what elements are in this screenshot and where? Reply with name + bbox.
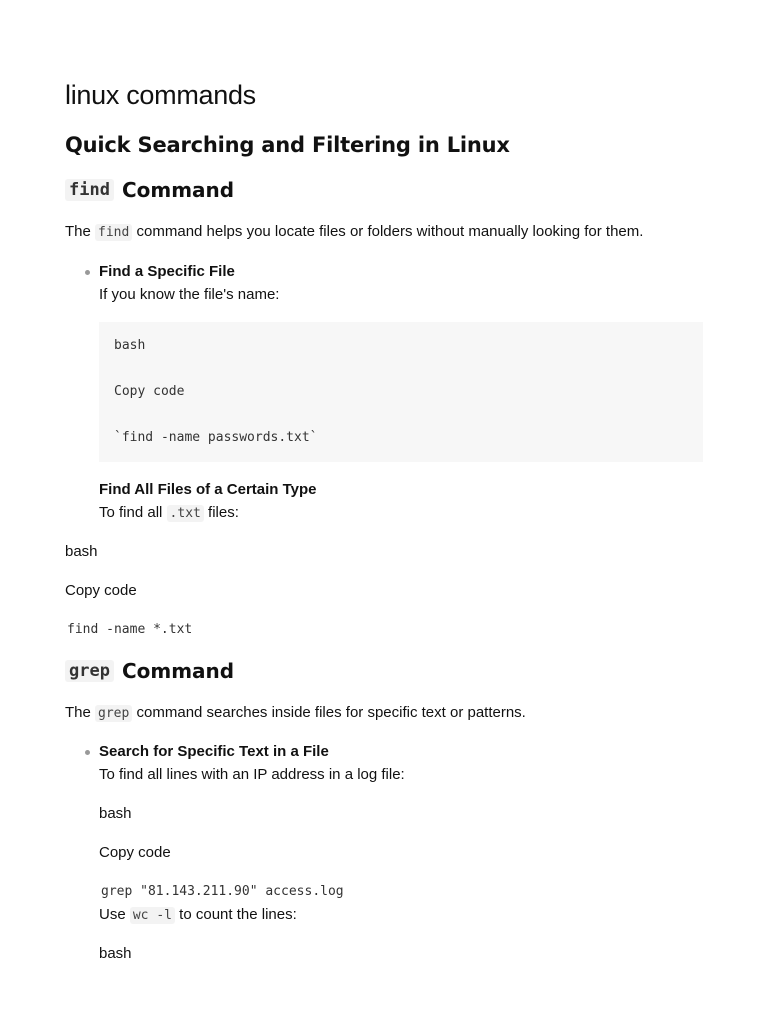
item-title: Find All Files of a Certain Type [99, 481, 317, 498]
section-title: Quick Searching and Filtering in Linux [65, 133, 510, 157]
grep-intro [65, 703, 526, 724]
page-title: linux commands [65, 80, 256, 110]
item-title: Search for Specific Text in a File [99, 743, 329, 760]
copy-code-label[interactable]: Copy code [99, 844, 171, 861]
heading-text: Command [121, 659, 235, 683]
item-title: Find a Specific File [99, 263, 235, 280]
item-description [99, 905, 297, 926]
desc-text: to count the lines: [179, 906, 297, 923]
inline-code: find [95, 224, 132, 241]
copy-code-label[interactable]: Copy code [65, 582, 137, 599]
bullet-icon [85, 750, 90, 755]
intro-text: command helps you locate files or folders without manually looking for them. [136, 223, 644, 240]
copy-code-label[interactable]: Copy code [114, 384, 185, 399]
inline-code: grep [95, 705, 132, 722]
grep-command-heading [65, 659, 234, 683]
desc-text: To find all [99, 504, 163, 521]
code-language: bash [99, 945, 132, 962]
code-command: `find -name passwords.txt` [114, 430, 318, 445]
heading-text: Command [121, 178, 235, 202]
item-description: To find all lines with an IP address in a log file: [99, 766, 405, 783]
find-command-heading [65, 178, 234, 202]
intro-text: The [65, 223, 91, 240]
code-language: bash [114, 338, 146, 353]
code-command: find -name *.txt [67, 622, 193, 637]
intro-text: The [65, 704, 91, 721]
desc-text: Use [99, 906, 126, 923]
item-description: If you know the file's name: [99, 286, 280, 303]
heading-code: grep [65, 660, 114, 682]
heading-code: find [65, 179, 114, 201]
intro-text: command searches inside files for specific text or patterns. [136, 704, 526, 721]
code-command: grep "81.143.211.90" access.log [101, 884, 344, 899]
inline-code: .txt [167, 505, 204, 522]
inline-code: wc -l [130, 907, 175, 924]
bullet-icon [85, 270, 90, 275]
code-block [99, 322, 703, 462]
code-language: bash [65, 543, 98, 560]
find-intro [65, 222, 643, 243]
code-language: bash [99, 805, 132, 822]
desc-text: files: [208, 504, 239, 521]
item-description [99, 503, 239, 524]
